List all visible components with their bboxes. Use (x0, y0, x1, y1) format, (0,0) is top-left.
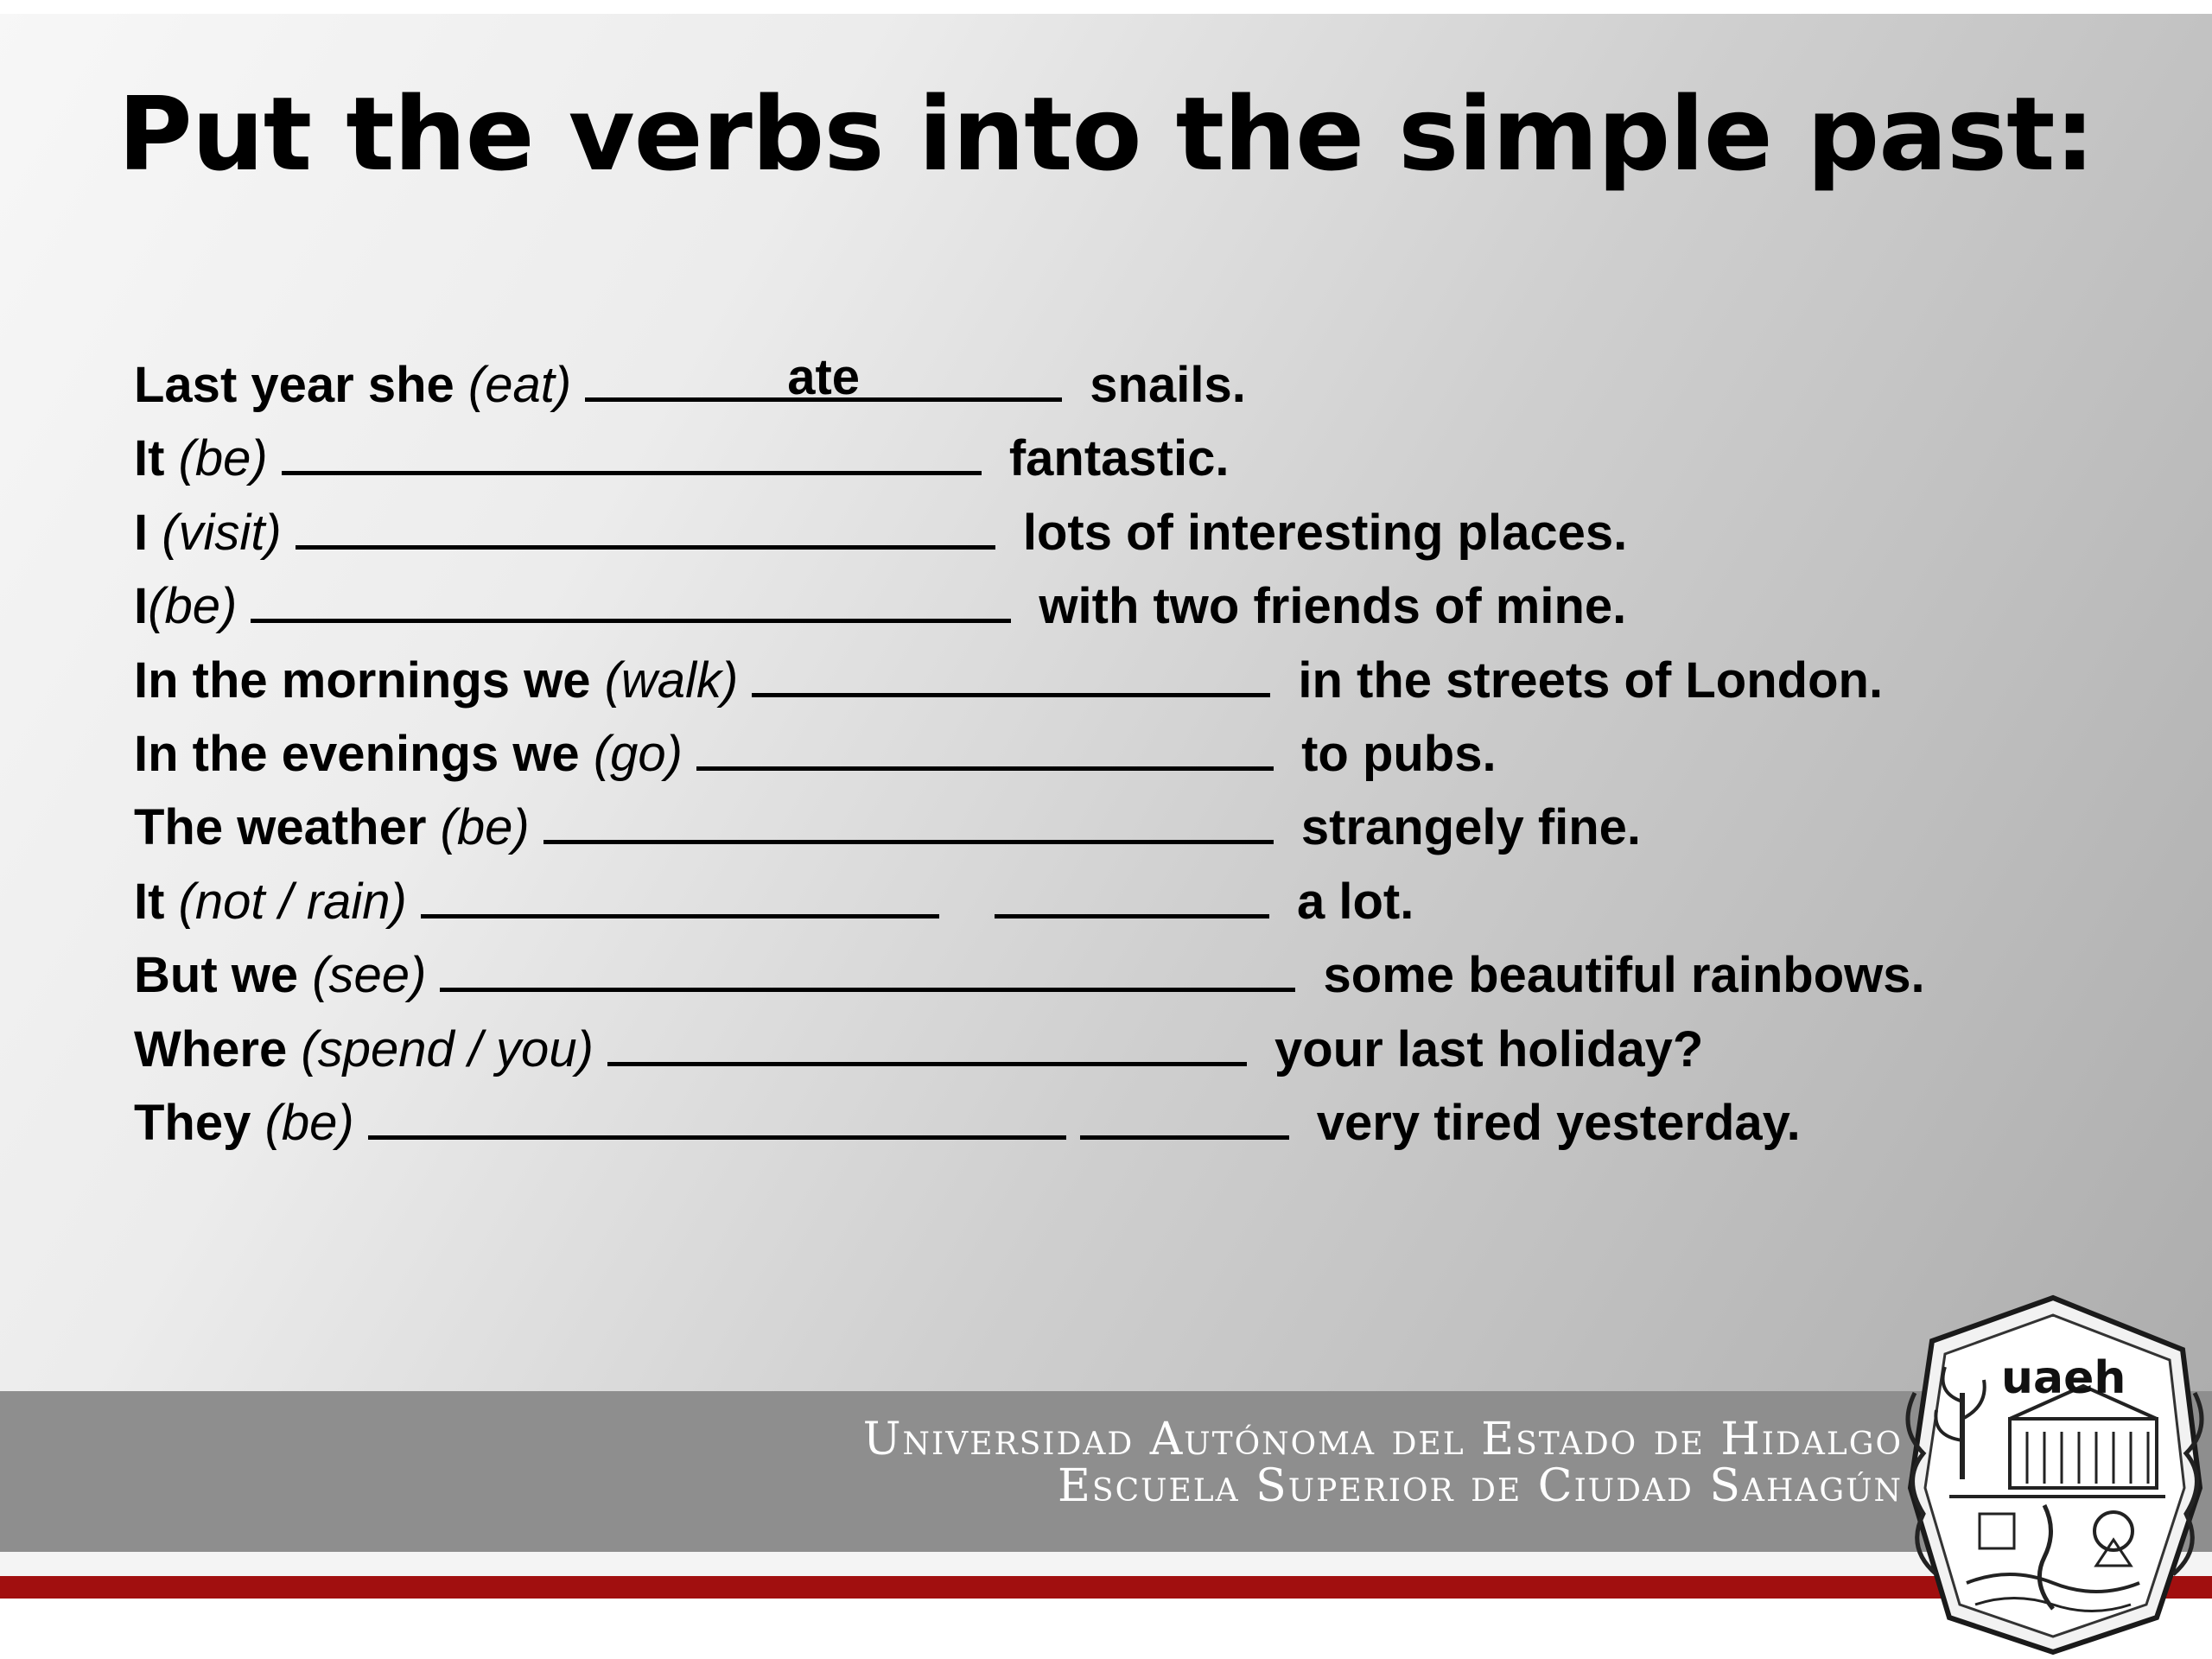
answer-blank-2[interactable] (1080, 1085, 1289, 1140)
university-seal-logo (1897, 1289, 2212, 1659)
answer-blank[interactable] (421, 864, 939, 918)
exercise-line-10 (134, 1012, 2121, 1085)
verb-hint: (eat) (467, 357, 572, 413)
exercise-line-11 (134, 1085, 2121, 1159)
line-text-end: to pubs. (1287, 725, 1497, 782)
school-name: Escuela Superior de Ciudad Sahagún (1057, 1460, 1903, 1512)
line-text-end: a lot. (1282, 873, 1414, 930)
line-text: In the mornings we (134, 652, 605, 709)
line-text-end: very tired yesterday. (1302, 1094, 1801, 1151)
exercise-line-1 (134, 347, 2121, 421)
exercise-line-7 (134, 790, 2121, 863)
top-strip (0, 0, 2212, 14)
exercise-line-3 (134, 495, 2121, 569)
exercise-line-6 (134, 716, 2121, 790)
line-text: I (134, 578, 149, 635)
answer-blank[interactable] (585, 347, 1062, 405)
line-text: The weather (134, 799, 441, 856)
line-text: It (134, 430, 179, 487)
verb-hint: (visit) (162, 504, 282, 561)
university-name: Universidad Autónoma del Estado de Hidalgo (862, 1414, 1903, 1465)
verb-hint: (go) (593, 725, 683, 782)
answer-blank[interactable] (440, 938, 1295, 992)
footer-divider (0, 1552, 2212, 1578)
verb-hint: (walk) (604, 652, 739, 709)
line-text-end: your last holiday? (1260, 1020, 1704, 1077)
line-text: But we (134, 947, 313, 1004)
line-text-end: strangely fine. (1287, 799, 1642, 856)
exercise-list (134, 347, 2121, 1159)
line-text: Where (134, 1020, 302, 1077)
answer-blank[interactable] (696, 716, 1274, 771)
answer-blank[interactable] (282, 421, 982, 475)
answer-blank[interactable] (296, 495, 995, 550)
footer-bottom-strip (0, 1599, 2212, 1659)
verb-hint: (be) (148, 578, 238, 635)
verb-hint: (be) (440, 799, 530, 856)
verb-hint: (be) (264, 1094, 354, 1151)
answer-blank[interactable] (607, 1012, 1247, 1066)
line-text: It (134, 873, 179, 930)
exercise-line-9 (134, 938, 2121, 1011)
line-text: They (134, 1094, 265, 1151)
slide-title: Put the verbs into the simple past: (118, 74, 2094, 194)
answer-blank-2[interactable] (995, 864, 1269, 918)
line-text-end: with two friends of mine. (1025, 578, 1627, 635)
exercise-line-8 (134, 864, 2121, 938)
verb-hint: (spend / you) (301, 1020, 594, 1077)
footer-red-stripe (0, 1576, 2212, 1599)
line-text-end: fantastic. (995, 430, 1230, 487)
line-text-end: snails. (1076, 357, 1246, 413)
answer-text: ate (787, 349, 861, 405)
line-text-end: lots of interesting places. (1008, 504, 1628, 561)
line-text: I (134, 504, 162, 561)
answer-blank[interactable] (543, 790, 1274, 844)
line-text-end: some beautiful rainbows. (1309, 947, 1925, 1004)
exercise-line-5 (134, 643, 2121, 716)
answer-blank[interactable] (752, 643, 1270, 697)
verb-hint: (be) (178, 430, 268, 487)
seal-lettering: uaeh (2001, 1352, 2126, 1404)
answer-blank[interactable] (368, 1085, 1066, 1140)
line-text: Last year she (134, 357, 468, 413)
exercise-line-4 (134, 569, 2121, 642)
answer-blank[interactable] (251, 569, 1011, 623)
verb-hint: (not / rain) (178, 873, 407, 930)
line-text: In the evenings we (134, 725, 594, 782)
exercise-line-2 (134, 421, 2121, 494)
verb-hint: (see) (312, 947, 427, 1004)
line-text-end: in the streets of London. (1284, 652, 1884, 709)
